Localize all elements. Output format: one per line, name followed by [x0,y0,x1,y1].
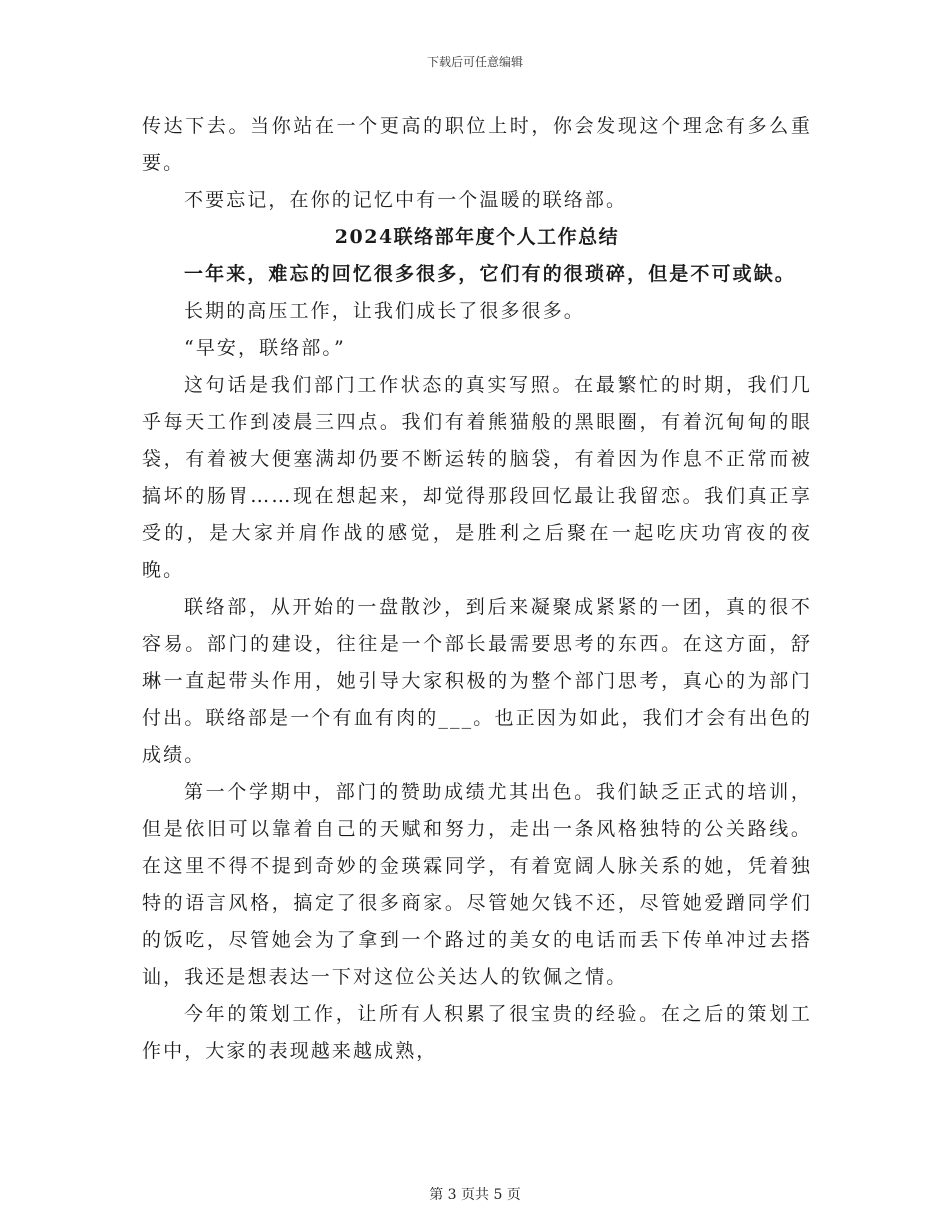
paragraph: “早安，联络部。” [184,337,346,359]
paragraph: 不要忘记，在你的记忆中有一个温暖的联络部。 [184,189,628,211]
paragraph: 第一个学期中，部门的赞助成绩尤其出色。我们缺乏正式的培训，但是依旧可以靠着自己的天赋和努力，走出一条风格独特的公关路线。在这里不得不提到奇妙的金瑛霖同学，有着宽阔人脉关系的她，凭着独特的语言风格，搞定了很多商家。尽管她欠钱不还，尽管她爱蹭同学们的饭吃，尽管她会为了拿到一个路过的美女的电话而丢下传单冲过去搭讪，我还是想表达一下对这位公关达人的钦佩之情。 [142,781,812,988]
paragraph: 今年的策划工作，让所有人积累了很宝贵的经验。在之后的策划工作中，大家的表现越来越成熟， [142,1003,812,1062]
paragraph: 这句话是我们部门工作状态的真实写照。在最繁忙的时期，我们几乎每天工作到凌晨三四点。我们有着熊猫般的黑眼圈，有着沉甸甸的眼袋，有着被大便塞满却仍要不断运转的脑袋，有着因为作息不正常而被搞坏的肠胃……现在想起来，却觉得那段回忆最让我留恋。我们真正享受的，是大家并肩作战的感觉，是胜利之后聚在一起吃庆功宵夜的夜晚。 [142,374,812,581]
paragraph: 联络部，从开始的一盘散沙，到后来凝聚成紧紧的一团，真的很不容易。部门的建设，往往是一个部长最需要思考的东西。在这方面，舒琳一直起带头作用，她引导大家积极的为整个部门思考，真心的为部门付出。联络部是一个有血有肉的___。也正因为如此，我们才会有出色的成绩。 [142,596,812,766]
page-footer: 第 3 页共 5 页 [429,1187,521,1203]
paragraph: 长期的高压工作，让我们成长了很多很多。 [184,300,585,322]
lead-paragraph: 一年来，难忘的回忆很多很多，它们有的很琐碎，但是不可或缺。 [184,263,796,285]
document-body [142,108,812,1070]
section-title: 2024联络部年度个人工作总结 [334,226,620,248]
page-header: 下载后可任意编辑 [426,55,523,69]
paragraph: 传达下去。当你站在一个更高的职位上时，你会发现这个理念有多么重要。 [142,115,812,174]
